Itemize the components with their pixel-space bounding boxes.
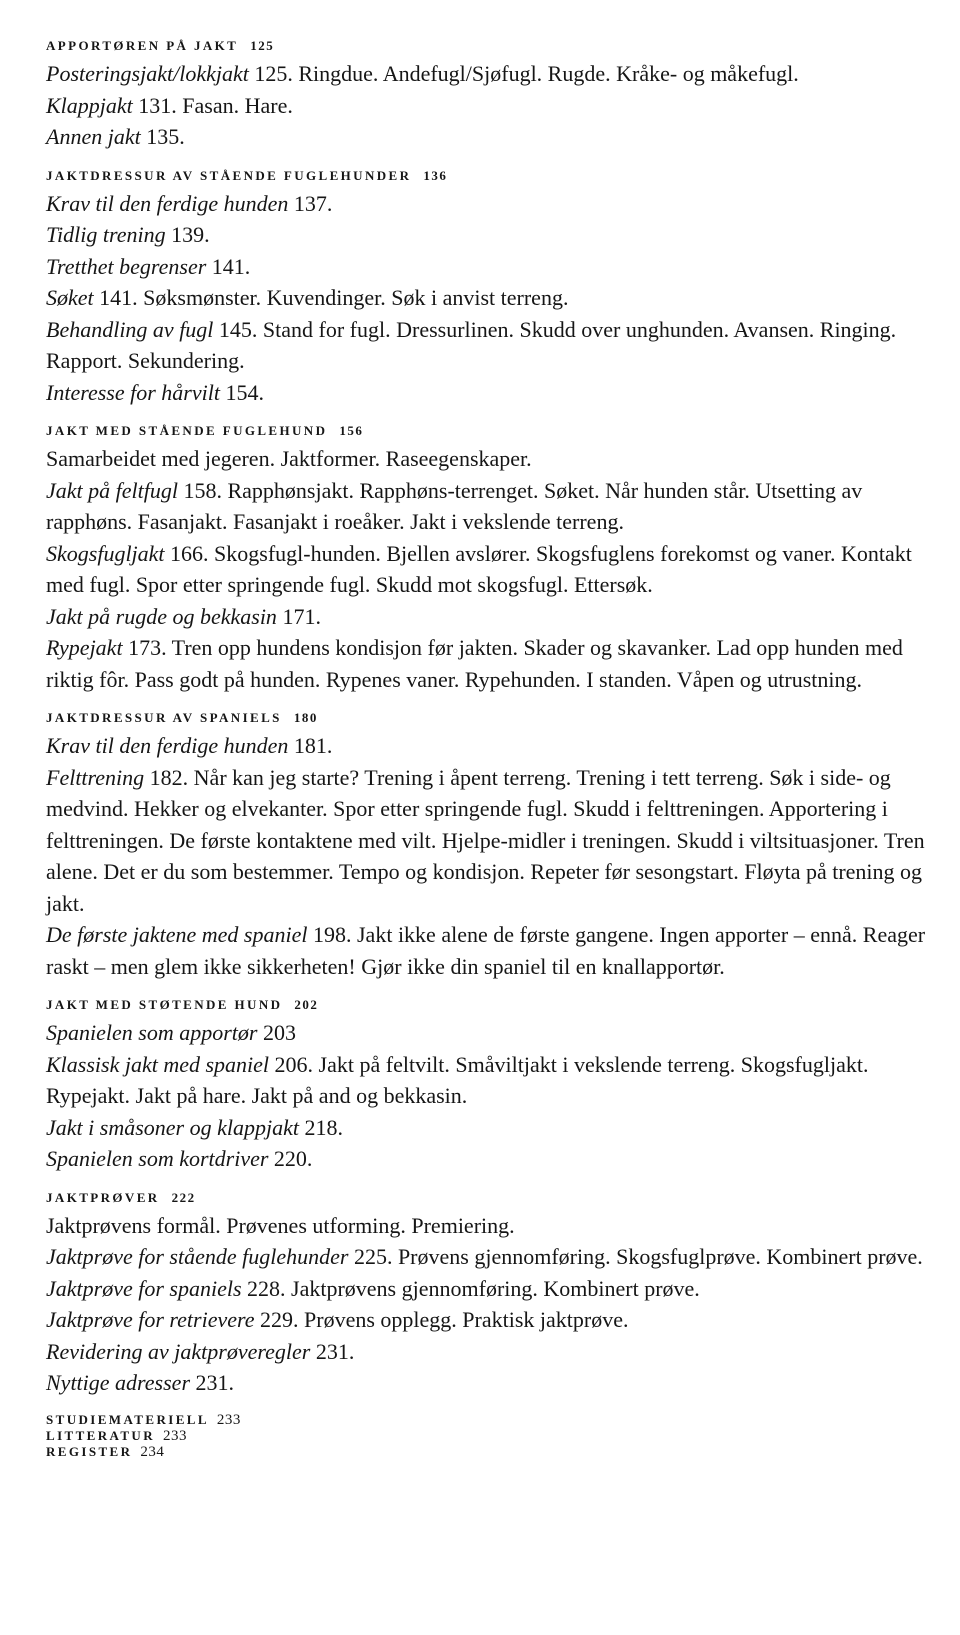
entry-subtopics: Jakt på feltvilt. Småviltjakt i vekslende terreng. Skogsfugljakt. Rypejakt. Jakt på hare. Jakt på and og bekkasin. — [46, 1051, 869, 1108]
entry-page: 125. — [254, 61, 293, 86]
toc-entry — [46, 601, 926, 633]
entry-title: Jakt på rugde og bekkasin — [46, 603, 277, 629]
toc-entry — [46, 1273, 926, 1305]
section-page-number: 125 — [250, 38, 275, 53]
entry-title: Klassisk jakt med spaniel — [46, 1051, 270, 1077]
table-of-contents — [46, 36, 926, 1460]
entry-title: Tretthet begrenser — [46, 253, 207, 279]
toc-entry — [46, 314, 926, 377]
section-heading — [46, 995, 926, 1015]
toc-entry — [46, 90, 926, 122]
section-page-number: 136 — [423, 167, 448, 183]
end-matter-item — [46, 1412, 926, 1428]
toc-entry — [46, 1049, 926, 1112]
section-heading-text: JAKT MED STØTENDE HUND — [46, 997, 283, 1012]
entry-title: Spanielen som apportør — [46, 1020, 258, 1045]
section-page-number: 180 — [293, 710, 318, 725]
entry-page: 206. — [274, 1051, 314, 1077]
toc-section — [46, 1188, 926, 1399]
entry-page: 158. — [183, 477, 222, 503]
toc-entry — [46, 475, 926, 538]
entry-page: 231. — [315, 1338, 355, 1364]
entry-title: Posteringsjakt/lokkjakt — [46, 61, 249, 86]
section-spacer — [46, 982, 926, 995]
entry-page: 182. — [149, 764, 189, 790]
entry-title: Skogsfugljakt — [46, 540, 165, 566]
end-matter-page: 234 — [140, 1443, 165, 1460]
end-matter-page: 233 — [216, 1411, 241, 1428]
entry-page: 154. — [225, 379, 264, 405]
entry-page: 131. — [138, 92, 177, 118]
entry-title: Spanielen som kortdriver — [46, 1146, 269, 1171]
end-matter-label: LITTERATUR — [46, 1427, 156, 1443]
toc-entry — [46, 1367, 926, 1399]
entry-subtopics: Jaktprøvens gjennomføring. Kombinert prøve. — [291, 1275, 700, 1301]
entry-title: Revidering av jaktprøveregler — [46, 1338, 311, 1364]
entry-page: 145. — [218, 316, 258, 342]
entry-page: 141. — [211, 253, 251, 279]
entry-title: Nyttige adresser — [46, 1370, 190, 1395]
entry-subtopics: Jakt ikke alene de første gangene. Ingen apporter – ennå. Reager raskt – men glem ikke sikkerheten! Gjør ikke din spaniel til en knallapportør. — [46, 922, 926, 979]
entry-page: 173. — [128, 635, 167, 660]
entry-page: 137. — [293, 190, 333, 216]
toc-entry — [46, 219, 926, 251]
toc-entry — [46, 1210, 926, 1242]
end-matter-item — [46, 1444, 926, 1460]
section-spacer — [46, 695, 926, 708]
section-spacer — [46, 1175, 926, 1188]
entry-subtopics: Ringdue. Andefugl/Sjøfugl. Rugde. Kråke- og måkefugl. — [298, 61, 799, 86]
entry-title: Jaktprøve for spaniels — [46, 1275, 242, 1301]
section-heading — [46, 36, 926, 56]
section-heading-text: JAKTDRESSUR AV SPANIELS — [46, 710, 282, 725]
section-heading — [46, 1188, 926, 1208]
section-heading — [46, 421, 926, 441]
toc-entry — [46, 762, 926, 920]
entry-page: 203 — [262, 1020, 296, 1045]
entry-title: Krav til den ferdige hunden — [46, 733, 289, 758]
entry-page: 228. — [247, 1275, 286, 1301]
entry-subtopics: Prøvens gjennomføring. Skogsfuglprøve. Kombinert prøve. — [397, 1244, 923, 1269]
entry-title: Krav til den ferdige hunden — [46, 190, 289, 216]
toc-entry — [46, 251, 926, 283]
section-spacer — [46, 1399, 926, 1412]
entry-page: 225. — [353, 1244, 393, 1269]
entry-title: Tidlig trening — [46, 222, 166, 247]
entry-subtopics: Fasan. Hare. — [182, 92, 293, 118]
toc-section — [46, 166, 926, 409]
entry-page: 171. — [282, 603, 321, 629]
entry-title: Behandling av fugl — [46, 316, 214, 342]
section-heading — [46, 166, 926, 186]
entry-title: Rypejakt — [46, 635, 123, 660]
entry-subtopics: Prøvens opplegg. Praktisk jaktprøve. — [304, 1307, 629, 1332]
entry-subtopics: Når kan jeg starte? Trening i åpent terreng. Trening i tett terreng. Søk i side- og medvind. Hekker og elvekanter. Spor etter springende fugl. Skudd i felttreningen. Apportering i felttreningen. De første kontaktene med vilt. Hjelpe-midler i treningen. Skudd i viltsituasjoner. Tren alene. Det er du som bestemmer. Tempo og kondisjon. Repeter før sesongstart. Fløyta på trening og jakt. — [46, 764, 925, 916]
end-matter-item — [46, 1428, 926, 1444]
end-matter-page: 233 — [163, 1427, 188, 1444]
toc-entry — [46, 538, 926, 601]
section-page-number: 202 — [294, 997, 319, 1012]
entry-title: Jaktprøve for stående fuglehunder — [46, 1244, 349, 1269]
section-heading-text: JAKTDRESSUR AV STÅENDE FUGLEHUNDER — [46, 167, 412, 183]
toc-section — [46, 36, 926, 153]
entry-title: Jakt i småsoner og klappjakt — [46, 1114, 299, 1140]
entry-page: 181. — [293, 733, 333, 758]
entry-page: 141. — [99, 285, 138, 310]
entry-page: 139. — [171, 222, 210, 247]
section-heading-text: JAKT MED STÅENDE FUGLEHUND — [46, 423, 328, 438]
toc-entry — [46, 730, 926, 762]
toc-entry — [46, 1112, 926, 1144]
section-heading — [46, 708, 926, 728]
entry-subtopics: Søksmønster. Kuvendinger. Søk i anvist terreng. — [143, 285, 569, 310]
entry-subtopics: Skogsfugl-hunden. Bjellen avslører. Skogsfuglens forekomst og vaner. Kontakt med fugl. Spor etter springende fugl. Skudd mot skogsfugl. Ettersøk. — [46, 540, 912, 597]
entry-title: Annen jakt — [46, 124, 141, 149]
toc-entry — [46, 282, 926, 314]
entry-page: 166. — [170, 540, 209, 566]
toc-section — [46, 708, 926, 982]
entry-page: 231. — [195, 1370, 234, 1395]
toc-entry — [46, 919, 926, 982]
toc-entry — [46, 1143, 926, 1175]
entry-page: 198. — [313, 922, 352, 947]
toc-entry — [46, 58, 926, 90]
end-matter-label: STUDIEMATERIELL — [46, 1411, 209, 1427]
toc-entry — [46, 188, 926, 220]
section-spacer — [46, 153, 926, 166]
entry-page: 135. — [146, 124, 185, 149]
entry-title: Jaktprøve for retrievere — [46, 1307, 255, 1332]
toc-entry — [46, 443, 926, 475]
entry-title: Klappjakt — [46, 92, 133, 118]
entry-page: 229. — [260, 1307, 299, 1332]
end-matter — [46, 1412, 926, 1460]
toc-entry — [46, 121, 926, 153]
entry-subtopics: Samarbeidet med jegeren. Jaktformer. Raseegenskaper. — [46, 446, 532, 471]
toc-entry — [46, 1304, 926, 1336]
entry-page: 220. — [273, 1146, 313, 1171]
toc-entry — [46, 1241, 926, 1273]
entry-title: De første jaktene med spaniel — [46, 922, 308, 947]
entry-title: Felttrening — [46, 764, 145, 790]
entry-subtopics: Rapphønsjakt. Rapphøns-terrenget. Søket. Når hunden står. Utsetting av rapphøns. Fasanjakt. Fasanjakt i roeåker. Jakt i vekslende terreng. — [46, 477, 863, 534]
entry-title: Søket — [46, 285, 94, 310]
section-heading-text: APPORTØREN PÅ JAKT — [46, 38, 239, 53]
section-page-number: 222 — [171, 1189, 196, 1205]
section-page-number: 156 — [339, 423, 364, 438]
entry-title: Jakt på feltfugl — [46, 477, 178, 503]
entry-subtopics: Stand for fugl. Dressurlinen. Skudd over unghunden. Avansen. Ringing. Rapport. Sekundering. — [46, 316, 897, 373]
end-matter-label: REGISTER — [46, 1443, 133, 1459]
toc-section — [46, 995, 926, 1175]
toc-entry — [46, 377, 926, 409]
section-heading-text: JAKTPRØVER — [46, 1189, 160, 1205]
entry-subtopics: Tren opp hundens kondisjon før jakten. Skader og skavanker. Lad opp hunden med riktig fôr. Pass godt på hunden. Rypenes vaner. Rypehunden. I standen. Våpen og utrustning. — [46, 635, 903, 692]
toc-entry — [46, 632, 926, 695]
toc-entry — [46, 1017, 926, 1049]
entry-subtopics: Jaktprøvens formål. Prøvenes utforming. Premiering. — [46, 1212, 515, 1238]
section-spacer — [46, 408, 926, 421]
entry-title: Interesse for hårvilt — [46, 379, 220, 405]
toc-section — [46, 421, 926, 695]
toc-entry — [46, 1336, 926, 1368]
entry-page: 218. — [304, 1114, 343, 1140]
